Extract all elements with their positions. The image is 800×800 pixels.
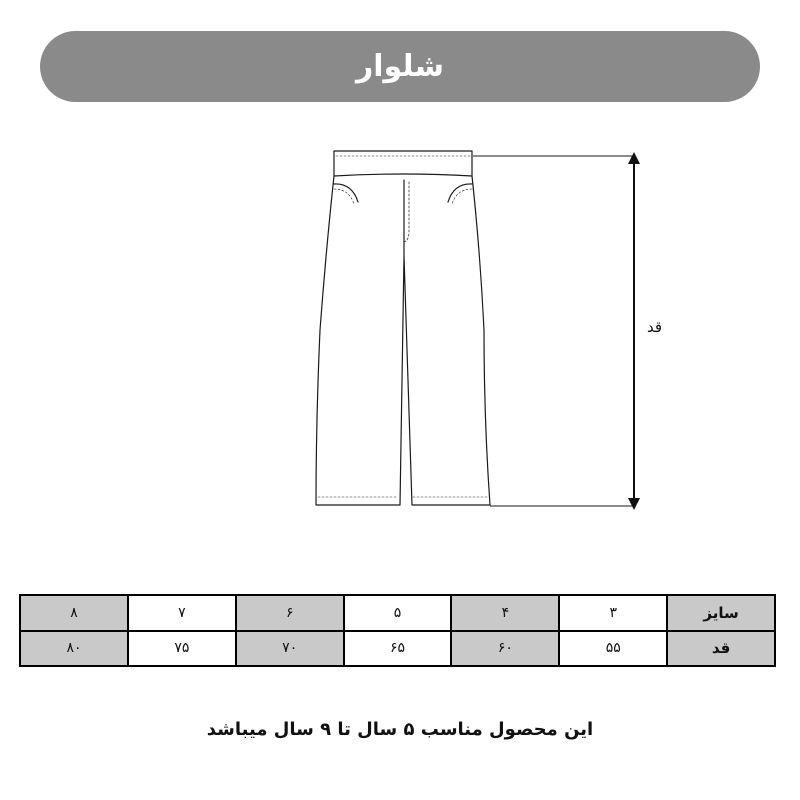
table-cell: ۷۵: [128, 631, 236, 667]
table-cell: ۶۵: [344, 631, 452, 667]
table-cell: ۶۰: [451, 631, 559, 667]
table-cell: ۴: [451, 595, 559, 631]
table-row: [20, 631, 775, 667]
table-cell: ۶: [236, 595, 344, 631]
table-cell: ۵: [344, 595, 452, 631]
age-note: این محصول مناسب ۵ سال تا ۹ سال میباشد: [206, 719, 594, 740]
table-row: [20, 595, 775, 631]
table-cell: ۸: [20, 595, 128, 631]
table-cell: ۳: [559, 595, 667, 631]
table-cell: ۸۰: [20, 631, 128, 667]
pants-icon: [316, 151, 490, 505]
table-cell: ۵۵: [559, 631, 667, 667]
height-dimension-arrow: [473, 152, 640, 510]
table-cell: ۷۰: [236, 631, 344, 667]
page-title: شلوار: [355, 48, 445, 84]
size-table: [19, 594, 776, 667]
height-label: قد: [647, 318, 663, 336]
table-header-cell: قد: [667, 631, 775, 667]
table-cell: ۷: [128, 595, 236, 631]
table-header-cell: سایز: [667, 595, 775, 631]
